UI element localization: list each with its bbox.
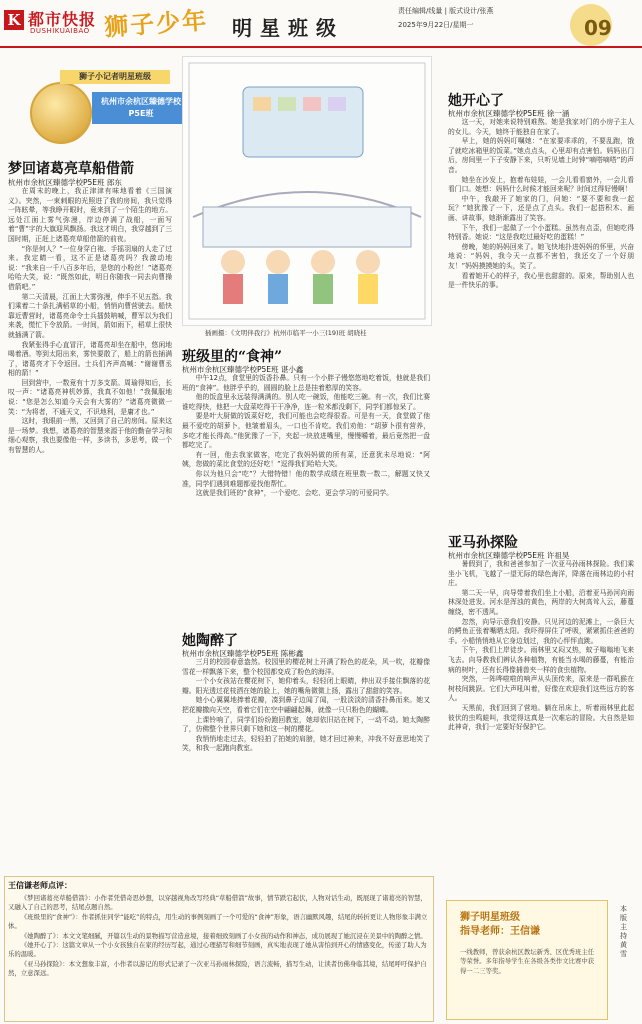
- paragraph: 他的饭盒里永远装得满满的。别人吃一碗饭，他能吃三碗。有一次，我们比赛谁吃得快，他把一大盘菜吃得干干净净，连一粒米都没剩下，同学们都惊呆了。: [182, 393, 430, 411]
- paragraph: 上课铃响了，同学们纷纷跑回教室，她却依旧站在树下，一动不动。她太陶醉了，仿佛整个世界只剩下她和这一树的樱花。: [182, 715, 430, 734]
- article-byline: 杭州市余杭区臻德学校P5E班 徐一涵: [448, 109, 570, 118]
- teacher-comments-body: [8, 894, 428, 1018]
- article-title: 亚马孙探险: [448, 535, 518, 551]
- paragraph: 暑假到了，我和爸爸参加了一次亚马孙雨林探险。我们乘坐小飞机，飞越了一望无际的绿色海洋，降落在雨林边的小村庄。: [448, 560, 634, 588]
- drawing-icon: [183, 57, 431, 325]
- paragraph: 这一天，对她来说特别难熬。她是我家对门的小房子主人的女儿。今天，她终于能独自在家了。: [448, 118, 634, 136]
- article-title: 她陶醉了: [182, 633, 238, 649]
- paragraph: 你以为他只会“吃”？大错特错！他的数学成绩在班里数一数二，解题又快又准，同学们遇到难题都爱找他帮忙。: [182, 469, 430, 488]
- article-byline: 杭州市余杭区臻德学校P5E班 谌小鑫: [182, 365, 304, 374]
- header-divider: [0, 46, 642, 48]
- article-title: 梦回诸葛亮草船借箭: [8, 161, 134, 177]
- section-title: 明星班级: [232, 16, 344, 40]
- comment-paragraph: 《她开心了》：这篇文章从一个小女孩独自在家的经历写起，通过心理描写和细节刻画，真实地表现了她从害怕到开心的情感变化，传递了助人为乐的温暖。: [8, 941, 427, 959]
- newspaper-name: 都市快报: [28, 10, 97, 29]
- newspaper-logo-icon: K: [4, 10, 24, 30]
- paragraph: 下午，我们上岸徒步。雨林里又闷又热，蚊子嗡嗡地飞来飞去。向导教我们辨认各种植物，有能当水喝的藤蔓，有能治病的树叶，还有长得像捕兽夹一样的食虫植物。: [448, 646, 634, 674]
- page-host-credit: 本版主持黄雪: [620, 905, 627, 958]
- comment-paragraph: 《班级里的“食神”》：作者抓住同学“能吃”的特点，用生动的事例刻画了一个可爱的“食神”形象，语言幽默风趣，结尾的转折更让人物形象丰满立体。: [8, 912, 428, 931]
- article-title: 她开心了: [448, 93, 504, 109]
- paragraph: 她小心翼翼地捧着花瓣，凑到鼻子边闻了闻，一股淡淡的清香扑鼻而来。她又把花瓣撒向天空，看着它们在空中翩翩起舞，就像一只只粉色的蝴蝶。: [182, 696, 430, 714]
- comment-paragraph: 《梦回诸葛亮草船借箭》：小作者凭借奇思妙想，以穿越视角改写经典“草船借箭”故事，情节跌宕起伏，人物对话生动，既展现了诸葛亮的智慧，又融入了自己的思考，结尾点题自然。: [8, 894, 427, 912]
- paragraph: 忽然，向导示意我们安静。只见河边的泥滩上，一条巨大的鳄鱼正张着嘴晒太阳。我吓得屏住了呼吸，紧紧抓住爸爸的手。小船悄悄地从它身边划过，我的心怦怦直跳。: [448, 617, 634, 645]
- column-logo: 狮子少年: [103, 5, 210, 42]
- article-body: [182, 374, 430, 614]
- paragraph: 看着她开心的样子，我心里也甜甜的。原来，帮助别人也是一件快乐的事。: [448, 271, 634, 290]
- mentor-name: 指导老师：王信谦: [460, 926, 540, 937]
- teacher-comments-heading: 王信谦老师点评：: [8, 881, 72, 890]
- paragraph: 傍晚，她的妈妈回来了。她飞快地扑进妈妈的怀里，兴奋地说：“妈妈，我今天一点都不害怕，我还交了一个好朋友！”妈妈摸摸她的头，笑了。: [448, 242, 634, 270]
- badge-ribbon: 狮子小记者明星班级: [60, 70, 170, 84]
- paragraph: 第二天清晨，江面上大雾弥漫，伸手不见五指。我们乘着二十条扎满稻草的小船，悄悄向曹营驶去。船快靠近曹营时，诸葛亮命令士兵擂鼓呐喊，曹军以为我们来袭，慌忙下令放箭。一时间，箭如雨下，稻草上很快就插满了箭。: [8, 292, 172, 339]
- paragraph: 中午12点，食堂里的饭香扑鼻。只有一个小胖子慢悠悠地吃着饭，他就是我们班的“食神”。他胖乎乎的，圆圆的脸上总是挂着憨厚的笑容。: [182, 374, 430, 392]
- mentor-bio: 一线教师，曾获余杭区教坛新秀、区优秀班主任等荣誉。多年指导学生在各级各类作文比赛中获得一二三等奖。: [460, 948, 595, 975]
- class-badge-icon: [30, 82, 92, 144]
- page-number: 09: [584, 16, 612, 40]
- paragraph: 回到营中，一数竟有十万多支箭。周瑜得知后，长叹一声：“诸葛亮神机妙算，我真不如他！”我佩服地说：“您是怎么知道今天会有大雾的？”诸葛亮微微一笑：“为将者，不通天文，不识地利，是庸才也。”: [8, 378, 172, 416]
- paragraph: 一个小女孩站在樱花树下，她仰着头，轻轻闭上眼睛，伸出双手接住飘落的花瓣。阳光透过花枝洒在她的脸上，她的嘴角微微上扬，露出了甜甜的笑容。: [182, 677, 430, 695]
- editor-credit: 责任编辑/线量 | 版式设计/张燕: [398, 7, 494, 15]
- issue-date: 2025年9月22日/星期一: [398, 21, 474, 29]
- article-title: 班级里的“食神”: [182, 349, 283, 365]
- paragraph: 要是叶大厨做的饭菜好吃，我们可能也会吃得很香。可是有一天，食堂做了他最不爱吃的胡萝卜，他皱着眉头，一口也不肯吃。我们劝他：“胡萝卜很有营养，多吃才能长得高。”他犹豫了一下，夹起一块放进嘴里，慢慢嚼着，最后竟然把一盘都吃完了。: [182, 412, 430, 450]
- paragraph: 突然，一阵哗啦啦的响声从头顶传来，原来是一群吼猴在树枝间跳跃。它们大声吼叫着，好像在欢迎我们这些远方的客人。: [448, 675, 634, 703]
- paragraph: 我紧张得手心直冒汗，诸葛亮却坐在船中，悠闲地喝着酒。等到太阳出来，雾快要散了，船上的箭也插满了，诸葛亮才下令返回。士兵们齐声高喊：“谢谢曹丞相的箭！”: [8, 340, 172, 378]
- paragraph: 中午，我敲开了她家的门，问她：“要不要和我一起玩？”她犹豫了一下，还是点了点头。我们一起搭积木、画画、讲故事，她渐渐露出了笑容。: [448, 194, 634, 222]
- paragraph: 天黑前，我们回到了营地。躺在吊床上，听着雨林里此起彼伏的虫鸣蛙叫，我觉得这真是一次难忘的冒险。大自然是如此神奇，我们一定要好好保护它。: [448, 703, 634, 732]
- article-body: [448, 118, 634, 528]
- article-body: [8, 187, 172, 767]
- paragraph: 她坐在沙发上，抱着布娃娃，一会儿看看窗外，一会儿看看门口。她想：妈妈什么时候才能回来呢？时间过得好慢啊！: [448, 175, 634, 194]
- comment-paragraph: 《她陶醉了》：本文文笔细腻，开篇以生动的景物描写营造意境，接着细致刻画了小女孩的动作和神态，成功展现了她沉浸在美景中的陶醉之情。: [20, 931, 427, 940]
- paragraph: 这就是我们班的“食神”，一个爱吃、会吃、更会学习的可爱同学。: [195, 489, 393, 498]
- article-byline: 杭州市余杭区臻德学校P5E班 许祖昊: [448, 551, 570, 560]
- school-tag: 杭州市余杭区臻德学校P5E班: [92, 92, 190, 124]
- paragraph: 下午，我们一起做了一个小蛋糕。虽然有点歪，但她吃得特别香。她说：“这是我吃过最好吃的蛋糕！”: [448, 223, 634, 242]
- newspaper-name-en: DUSHIKUAIBAO: [30, 27, 90, 35]
- paragraph: 第二天一早，向导带着我们坐上小船，沿着亚马孙河向雨林深处进发。河水是浑浊的黄色，两岸的大树高耸入云，藤蔓缠绕，密不透风。: [448, 588, 634, 616]
- illustration-image: [182, 56, 432, 326]
- paragraph: 这时，我眼前一黑，又回到了自己的房间。原来这是一场梦。我想，诸葛亮的智慧来源于他的勤奋学习和细心观察，我也要像他一样，多读书，多思考，做一个有智慧的人。: [8, 417, 172, 455]
- article-byline: 杭州市余杭区臻德学校P5E班 陈彬鑫: [182, 649, 304, 658]
- paragraph: “你是何人？”一位身穿白袍、手摇羽扇的人走了过来。我定睛一看，这不正是诸葛亮吗？我激动地说：“我来自一千八百多年后，是您的小粉丝！”诸葛亮哈哈大笑，说：“既然如此，明日你随我一同去向曹操借箭吧。”: [8, 244, 172, 291]
- paragraph: 在周末的晚上，我正津津有味地看着《三国演义》。突然，一束刺眼的光照进了我的房间，我只觉得一阵眩晕，等我睁开眼时，竟来到了一个陌生的地方。远处江面上雾气弥漫，岸边停满了战船，一面写着“曹”字的大旗迎风飘扬。我这才明白，我穿越到了三国时期，正赶上诸葛亮草船借箭的前夜。: [8, 187, 172, 243]
- mentor-heading: 狮子明星班级: [460, 912, 520, 923]
- paragraph: 三月的校园春意盎然。校园里的樱花树上开满了粉色的花朵，风一吹，花瓣像雪花一样飘落下来，整个校园都变成了粉色的海洋。: [182, 658, 430, 676]
- paragraph: 早上，她的妈妈叮嘱她：“在家要乖乖的，不要乱跑，饿了就吃冰箱里的饭菜。”她点点头，心里却有点害怕。妈妈出门后，房间里一下子安静下来，只听见墙上时钟“嘀嗒嘀嗒”的声音。: [448, 137, 634, 174]
- article-body: [448, 560, 634, 876]
- article-byline: 杭州市余杭区臻德学校P5E班 郎东: [8, 178, 122, 187]
- article-body: [182, 658, 430, 860]
- comment-paragraph: 《亚马孙探险》：本文想象丰富，小作者以游记的形式记录了一次亚马孙雨林探险，语言流畅，描写生动，让读者仿佛身临其境，结尾呼吁保护自然，立意深远。: [8, 959, 427, 978]
- illustration-caption: 插画摄：《文明伴我行》杭州市临平一小三(19)班 胡晓桂: [205, 329, 367, 337]
- paragraph: 有一回，他去我家做客，吃完了我妈妈做的所有菜，还意犹未尽地说：“阿姨，您做的菜比食堂的还好吃！”逗得我们哈哈大笑。: [182, 450, 430, 469]
- paragraph: 我悄悄地走过去，轻轻拍了拍她的肩膀，她才回过神来，冲我不好意思地笑了笑，和我一起跑向教室。: [182, 734, 430, 753]
